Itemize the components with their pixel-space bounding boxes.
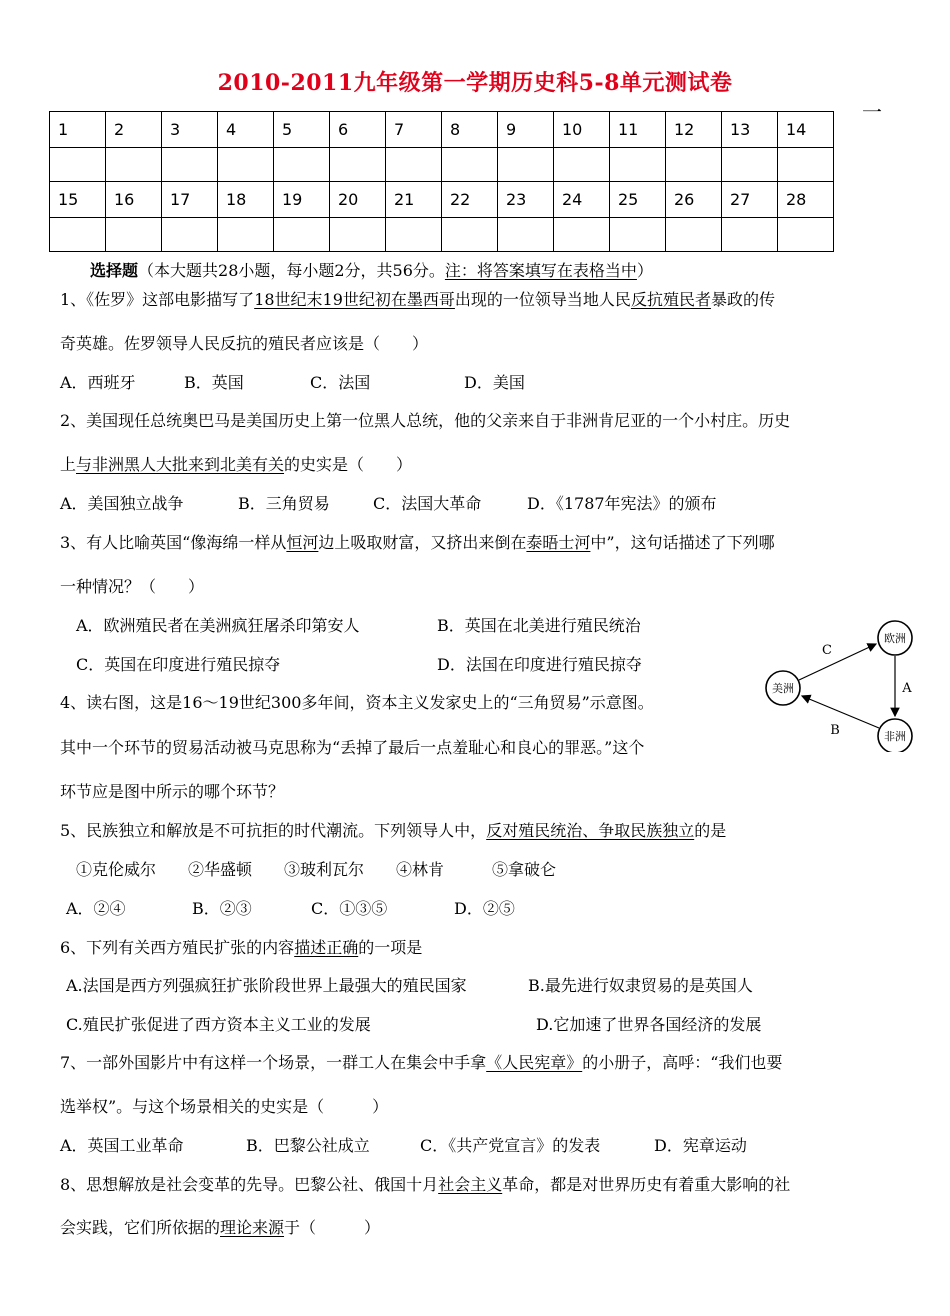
q4-line1: 4、读右图，这是16～19世纪300多年间，资本主义发家史上的“三角贸易”示意图。 [60,693,654,712]
table-cell: 11 [610,112,666,148]
q1-text: 出现的一位领导当地人民 [454,290,631,309]
q1-option-b: B．英国 [184,373,244,392]
section-note: （本大题共28小题，每小题2分，共56分。 [138,261,445,280]
table-cell: 2 [106,112,162,148]
answer-cell[interactable] [274,148,330,182]
table-cell: 14 [778,112,834,148]
table-cell: 26 [666,182,722,218]
q8-text: 革命，都是对世界历史有着重大影响的社 [502,1175,791,1194]
q1-option-d: D．美国 [464,373,525,392]
answer-cell[interactable] [722,148,778,182]
q6-line1 [60,935,910,958]
answer-cell[interactable] [50,148,106,182]
table-cell: 7 [386,112,442,148]
table-cell: 23 [498,182,554,218]
q5-option-d: D．②⑤ [454,899,515,918]
table-row-answers-2 [50,218,834,252]
q8-text: 会实践，它们所依据的 [60,1218,221,1237]
q5-option-c: C．①③⑤ [311,899,388,918]
q2-option-c: C．法国大革命 [373,494,482,513]
q1-underlined: 反抗殖民者 [630,290,711,309]
edge-c-arrow [799,644,876,680]
answer-cell[interactable] [666,148,722,182]
q8-text: 于（ ） [284,1218,381,1237]
answer-cell[interactable] [498,218,554,252]
america-label: 美洲 [772,682,794,695]
q7-option-b: B．巴黎公社成立 [246,1136,370,1155]
q7-option-c: C．《共产党宣言》的发表 [420,1136,601,1155]
table-cell: 6 [330,112,386,148]
answer-cell[interactable] [442,148,498,182]
section-label: 选择题 [90,261,139,280]
q2-text: 的史实是（ ） [284,455,413,474]
table-cell: 24 [554,182,610,218]
table-cell: 9 [498,112,554,148]
q7-text: 的小册子，高呼：“我们也要 [582,1053,783,1072]
answer-cell[interactable] [106,148,162,182]
answer-cell[interactable] [218,148,274,182]
q3-option-a: A．欧洲殖民者在美洲疯狂屠杀印第安人 [76,616,360,635]
q5-items: ①克伦威尔 ②华盛顿 ③玻利瓦尔 ④林肯 ⑤拿破仑 [76,860,557,879]
q7-option-a: A．英国工业革命 [60,1136,184,1155]
answer-cell[interactable] [162,148,218,182]
table-cell: 16 [106,182,162,218]
q2-underlined: 与非洲黑人大批来到北美有关 [76,455,285,474]
table-cell: 21 [386,182,442,218]
q3-option-c: C．英国在印度进行殖民掠夺 [76,655,281,674]
q7-line1 [60,1050,910,1073]
table-cell: 1 [50,112,106,148]
q8-line2 [60,1215,910,1238]
q5-underlined: 反对殖民统治、争取民族独立 [486,821,695,840]
answer-cell[interactable] [722,218,778,252]
q5-line1 [60,818,910,841]
q3-text: 边上吸取财富，又挤出来倒在 [318,533,527,552]
q8-line1 [60,1172,910,1195]
africa-label: 非洲 [884,730,906,743]
q7-text: 7、一部外国影片中有这样一个场景，一群工人在集会中手拿 [60,1053,487,1072]
answer-cell[interactable] [50,218,106,252]
section-note-end: ） [636,261,653,280]
answer-cell[interactable] [330,148,386,182]
q3-underlined: 泰晤士河 [526,533,591,552]
table-row-numbers-2 [50,182,834,218]
title-dash: 一 [862,100,882,124]
q2-option-d: D．《1787年宪法》的颁布 [527,494,717,513]
europe-label: 欧洲 [884,632,906,645]
table-cell: 19 [274,182,330,218]
q6-text: 的一项是 [358,938,423,957]
q5-option-b: B．②③ [192,899,252,918]
table-cell: 13 [722,112,778,148]
page-title: 2010-2011九年级第一学期历史科5-8单元测试卷 [217,70,733,96]
q1-text: 1、《佐罗》这部电影描写了 [60,290,255,309]
edge-b-arrow [802,696,879,728]
section-note-underlined: 注：将答案填写在表格当中 [444,261,637,280]
q5-text: 5、民族独立和解放是不可抗拒的时代潮流。下列领导人中， [60,821,487,840]
table-cell: 25 [610,182,666,218]
answer-cell[interactable] [218,218,274,252]
answer-cell[interactable] [610,148,666,182]
section-heading [90,258,910,281]
table-row-numbers-1 [50,112,834,148]
q5-text: 的是 [694,821,727,840]
answer-cell[interactable] [330,218,386,252]
answer-cell[interactable] [554,218,610,252]
q6-option-d: D.它加速了世界各国经济的发展 [536,1015,762,1034]
q3-text: 中”，这句话描述了下列哪 [590,533,775,552]
answer-cell[interactable] [274,218,330,252]
answer-cell[interactable] [386,148,442,182]
q3-text: 3、有人比喻英国“像海绵一样从 [60,533,287,552]
q3-line2: 一种情况？（ ） [60,577,205,596]
edge-c-label: C [822,643,832,658]
q1-option-c: C．法国 [310,373,371,392]
q6-option-b: B.最先进行奴隶贸易的是英国人 [528,976,753,995]
table-cell: 4 [218,112,274,148]
q8-underlined: 理论来源 [220,1218,285,1237]
q6-option-c: C.殖民扩张促进了西方资本主义工业的发展 [66,1015,371,1034]
q6-option-a: A.法国是西方列强疯狂扩张阶段世界上最强大的殖民国家 [66,976,467,995]
table-cell: 12 [666,112,722,148]
edge-a-label: A [902,681,912,696]
table-cell: 20 [330,182,386,218]
answer-cell[interactable] [666,218,722,252]
answer-cell[interactable] [162,218,218,252]
q2-line2 [60,452,910,475]
answer-cell[interactable] [554,148,610,182]
table-cell: 8 [442,112,498,148]
table-cell: 17 [162,182,218,218]
table-cell: 22 [442,182,498,218]
q2-line1: 2、美国现任总统奥巴马是美国历史上第一位黑人总统，他的父亲来自于非洲肯尼亚的一个小村庄。历史 [60,411,791,430]
q3-line1 [60,530,910,553]
q3-option-b: B．英国在北美进行殖民统治 [437,616,641,635]
q5-option-a: A．②④ [66,899,126,918]
table-row-answers-1 [50,148,834,182]
table-cell: 27 [722,182,778,218]
answer-cell[interactable] [442,218,498,252]
triangle-trade-diagram [755,612,925,752]
q1-text: 暴政的传 [710,290,775,309]
q2-option-a: A．美国独立战争 [60,494,184,513]
q7-line2: 选举权”。与这个场景相关的史实是（ ） [60,1097,389,1116]
table-cell: 15 [50,182,106,218]
table-cell: 10 [554,112,610,148]
answer-cell[interactable] [610,218,666,252]
q2-text: 上 [60,455,77,474]
answer-cell[interactable] [778,148,834,182]
table-cell: 18 [218,182,274,218]
table-cell: 28 [778,182,834,218]
q1-underlined: 18世纪末19世纪初在墨西哥 [254,290,455,309]
q6-underlined: 描述正确 [294,938,359,957]
q4-line2: 其中一个环节的贸易活动被马克思称为“丢掉了最后一点羞耻心和良心的罪恶。”这个 [60,738,645,757]
table-cell: 3 [162,112,218,148]
q3-option-d: D．法国在印度进行殖民掠夺 [437,655,642,674]
answer-cell[interactable] [106,218,162,252]
q7-option-d: D．宪章运动 [654,1136,747,1155]
q1-line1 [60,287,910,310]
q1-line2: 奇英雄。佐罗领导人民反抗的殖民者应该是（ ） [60,334,429,353]
q7-underlined: 《人民宪章》 [486,1053,583,1072]
q1-option-a: A．西班牙 [60,373,136,392]
q2-option-b: B．三角贸易 [238,494,330,513]
q6-text: 6、下列有关西方殖民扩张的内容 [60,938,295,957]
q4-line3: 环节应是图中所示的哪个环节？ [60,782,285,801]
answer-cell[interactable] [386,218,442,252]
edge-b-label: B [830,723,840,738]
table-cell: 5 [274,112,330,148]
q3-underlined: 恒河 [286,533,319,552]
q8-text: 8、思想解放是社会变革的先导。巴黎公社、俄国十月 [60,1175,439,1194]
q8-underlined: 社会主义 [438,1175,503,1194]
answer-cell[interactable] [498,148,554,182]
answer-cell[interactable] [778,218,834,252]
answer-table [49,111,834,252]
